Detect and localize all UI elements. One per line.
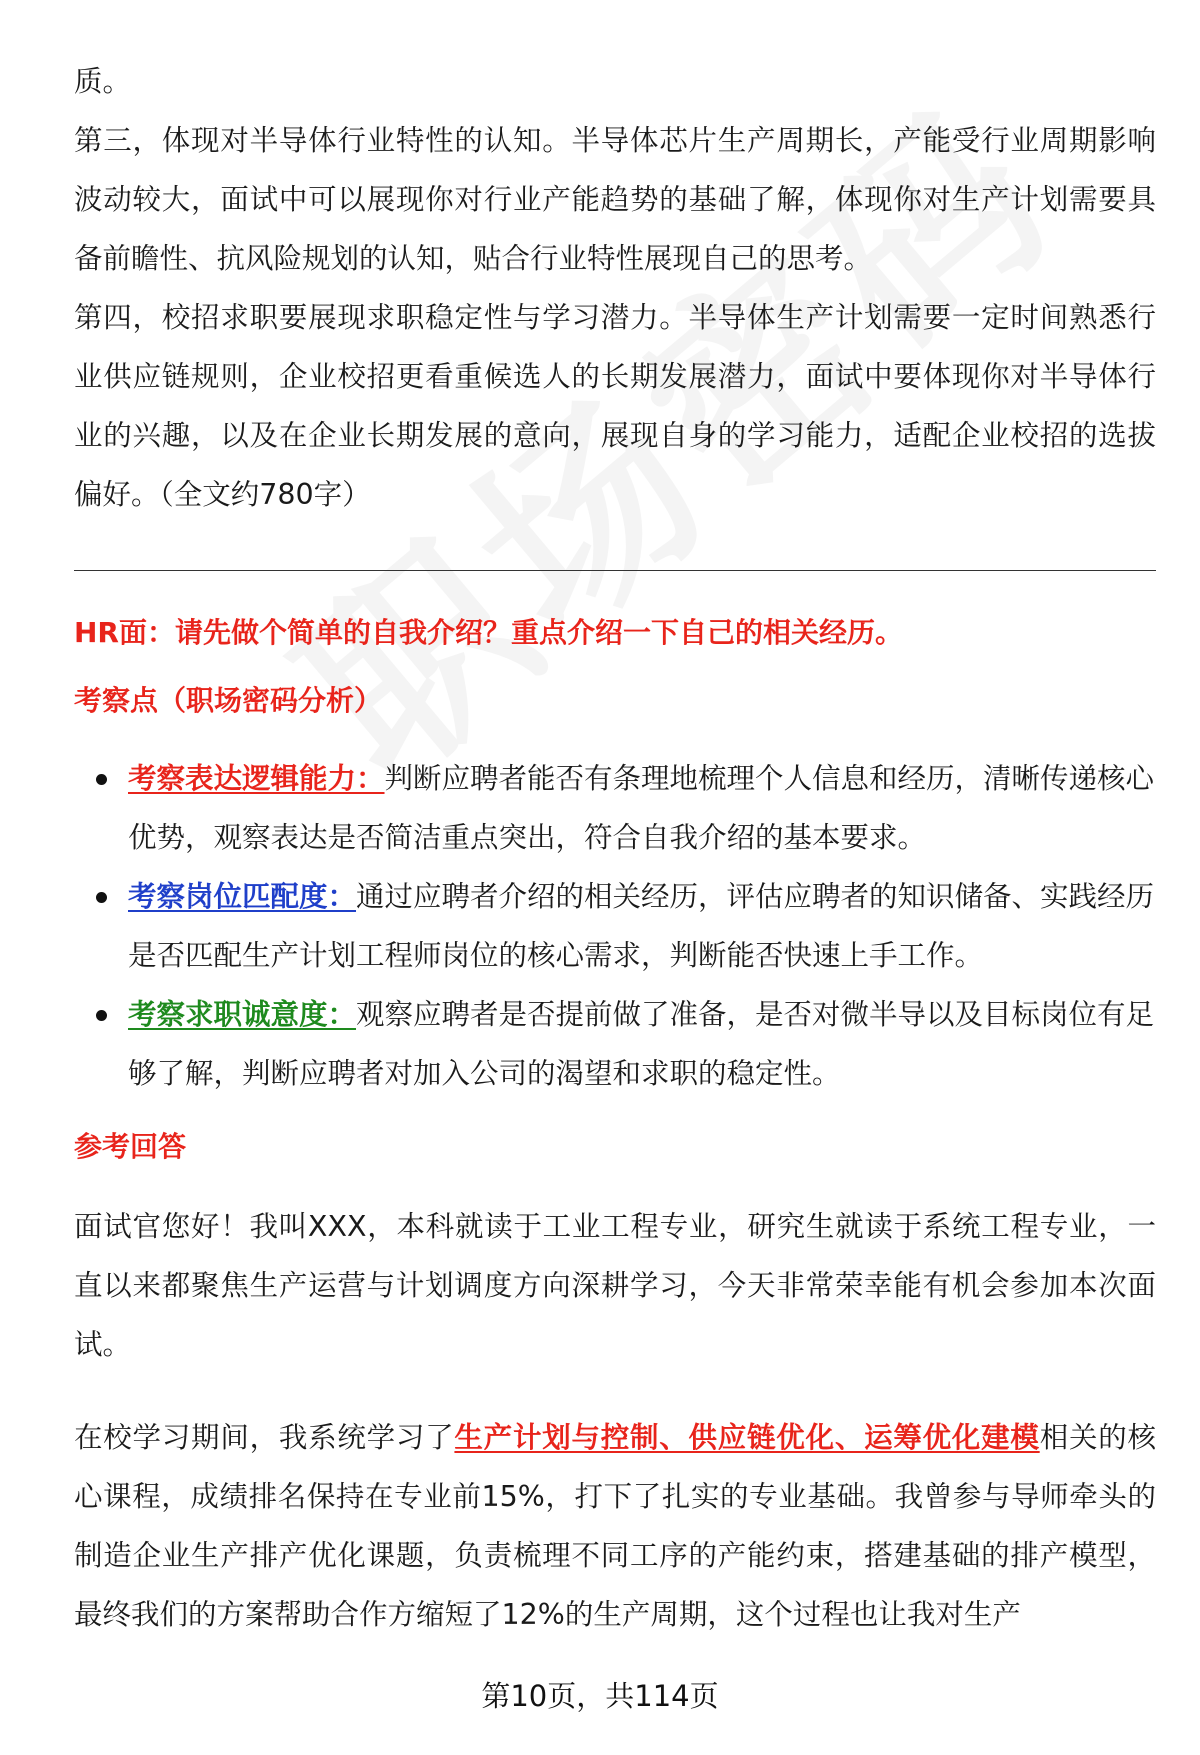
answer-paragraph-study	[74, 1408, 1156, 1644]
paragraph-continuation: 质。	[74, 65, 132, 98]
bullet-icon	[96, 774, 107, 785]
answer-paragraph-intro: 面试官您好！我叫XXX，本科就读于工业工程专业，研究生就读于系统工程专业，一直以来都聚焦生产运营与计划调度方向深耕学习，今天非常荣幸能有机会参加本次面试。	[74, 1210, 1156, 1361]
section-divider	[74, 570, 1156, 571]
analysis-item-text: 通过应聘者介绍的相关经历，评估应聘者的知识储备、实践经历是否匹配生产计划工程师岗位的核心需求，判断能否快速上手工作。	[128, 880, 1155, 972]
answer-text-after: 相关的核心课程，成绩排名保持在专业前15%，打下了扎实的专业基础。我曾参与导师牵头的制造企业生产排产优化课题，负责梳理不同工序的产能约束，搭建基础的排产模型，最终我们的方案帮助合作方缩短了12%的生产周期，这个过程也让我对生产	[74, 1421, 1156, 1631]
analysis-item	[74, 985, 1156, 1103]
answer-text-before: 在校学习期间，我系统学习了	[74, 1421, 455, 1454]
answer-course-highlight: 生产计划与控制、供应链优化、运筹优化建模	[454, 1421, 1040, 1454]
page-content	[74, 52, 1156, 1644]
analysis-heading: 考察点（职场密码分析）	[74, 684, 383, 717]
analysis-item-label: 考察求职诚意度：	[128, 998, 357, 1031]
analysis-list	[74, 749, 1156, 1103]
analysis-item-label: 考察表达逻辑能力：	[128, 762, 385, 795]
paragraph-point-four: 第四，校招求职要展现求职稳定性与学习潜力。半导体生产计划需要一定时间熟悉行业供应链规则，企业校招更看重候选人的长期发展潜力，面试中要体现你对半导体行业的兴趣，以及在企业长期发展的意向，展现自身的学习能力，适配企业校招的选拔偏好。（全文约780字）	[74, 301, 1156, 511]
bullet-icon	[96, 892, 107, 903]
paragraph-point-three: 第三，体现对半导体行业特性的认知。半导体芯片生产周期长，产能受行业周期影响波动较大，面试中可以展现你对行业产能趋势的基础了解，体现你对生产计划需要具备前瞻性、抗风险规划的认知，贴合行业特性展现自己的思考。	[74, 124, 1156, 275]
analysis-item-text: 观察应聘者是否提前做了准备，是否对微半导以及目标岗位有足够了解，判断应聘者对加入公司的渴望和求职的稳定性。	[128, 998, 1155, 1090]
analysis-item	[74, 749, 1156, 867]
interview-question: HR面：请先做个简单的自我介绍？重点介绍一下自己的相关经历。	[74, 616, 903, 649]
bullet-icon	[96, 1010, 107, 1021]
analysis-item	[74, 867, 1156, 985]
page-number: 第10页，共114页	[481, 1679, 719, 1713]
answer-heading: 参考回答	[74, 1130, 187, 1163]
analysis-item-text: 判断应聘者能否有条理地梳理个人信息和经历，清晰传递核心优势，观察表达是否简洁重点突出，符合自我介绍的基本要求。	[128, 762, 1155, 854]
analysis-item-label: 考察岗位匹配度：	[128, 880, 357, 913]
